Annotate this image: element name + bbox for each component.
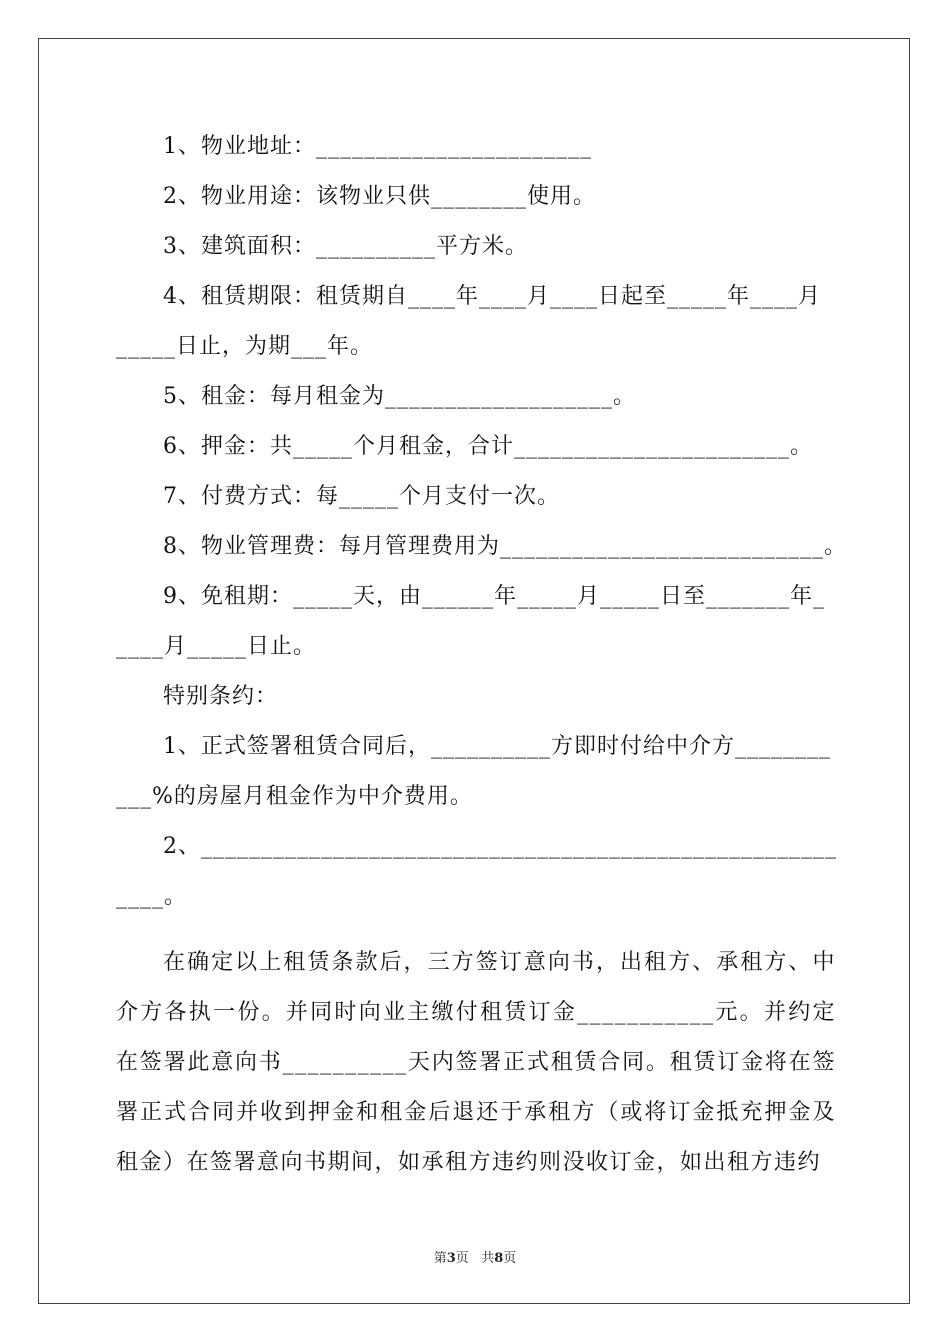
clause-rent: 5、租金：每月租金为___________________。: [163, 384, 636, 409]
clause-term: 4、租赁期限：租赁期自____年____月____日起至_____年____月: [163, 284, 821, 309]
special-term-1-continued: ___%的房屋月租金作为中介费用。: [116, 784, 473, 809]
clause-address: 1、物业地址：_______________________: [163, 134, 592, 159]
clause-deposit: 6、押金：共_____个月租金，合计_______________________。: [163, 434, 813, 459]
intent-paragraph: 在确定以上租赁条款后，三方签订意向书，出租方、承租方、中介方各执一份。并同时向业主缴付租赁订金___________元。并约定在签署此意向书__________天内签署正式租赁合同。租赁订金将在签署正式合同并收到押金和租金后退还于承租方（或将订金抵充押金及租金）在签署意向书期间，如承租方违约则没收订金，如出租方违约: [116, 950, 836, 1175]
special-term-1: 1、正式签署租赁合同后，__________方即时付给中介方________: [163, 734, 831, 759]
special-terms-heading: 特别条约：: [163, 684, 279, 709]
document-body: [116, 122, 847, 1188]
page-number: 3: [446, 1251, 456, 1266]
clause-usage: 2、物业用途：该物业只供________使用。: [163, 184, 596, 209]
total-label-prefix: 共: [481, 1251, 495, 1266]
clause-area: 3、建筑面积：__________平方米。: [163, 234, 528, 259]
clause-rent-free-continued: ____月_____日止。: [116, 634, 317, 659]
page-label-suffix: 页: [455, 1251, 469, 1266]
total-pages: 8: [494, 1251, 504, 1266]
total-label-suffix: 页: [503, 1251, 517, 1266]
special-term-2-continued: ____。: [116, 884, 188, 909]
page-label-prefix: 第: [433, 1251, 447, 1266]
clause-rent-free: 9、免租期：_____天，由______年_____月_____日至_______年_: [163, 584, 825, 609]
clause-payment: 7、付费方式：每_____个月支付一次。: [163, 484, 560, 509]
special-term-2: 2、_____________________________________________________: [163, 834, 837, 859]
clause-management-fee: 8、物业管理费：每月管理费用为___________________________。: [163, 534, 847, 559]
paragraph-spacer: [116, 922, 836, 938]
page-footer: [0, 1247, 950, 1266]
clause-term-continued: _____日止，为期___年。: [116, 334, 374, 359]
